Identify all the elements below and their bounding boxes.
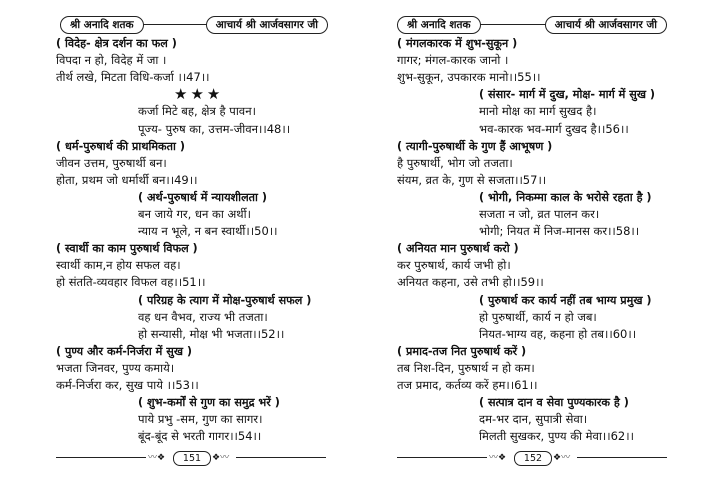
verse-line: जीवन उत्तम, पुरुषार्थी बन। [56, 155, 167, 170]
verse-line: भजता जिनवर, पुण्य कमाये। [56, 360, 175, 375]
verse-line: दम-भर दान, सुपात्री सेवा। [479, 412, 588, 427]
ornament-icon: ❖〰 [553, 453, 571, 463]
verse-line: कर पुरुषार्थ, कार्य जभी हो। [397, 258, 511, 273]
verse-line: हो सन्यासी, मोक्ष भी भजता।।52।। [138, 326, 285, 341]
section-heading: ( विदेह- क्षेत्र दर्शन का फल ) [56, 37, 177, 50]
page-number: 151 [173, 451, 211, 466]
right-page [357, 0, 713, 481]
book-title: श्री अनादि शतक [397, 16, 481, 34]
footer-rule [236, 457, 326, 458]
verse-line: शुभ-सुकून, उपकारक मानो।।55।। [397, 70, 541, 85]
verse-line: कर्जा मिटे बह, क्षेत्र है पावन। [138, 104, 256, 119]
footer-rule [397, 457, 487, 458]
right-running-header [397, 16, 667, 34]
section-heading: ( शुभ-कर्मों से गुण का समुद्र भरें ) [138, 396, 280, 410]
right-page-footer [397, 451, 667, 465]
ornament-icon: 〰❖ [489, 453, 507, 463]
left-page [0, 0, 356, 481]
verse-line: तीर्थ लखे, मिटता विधि-कर्जा ।।47।। [56, 70, 210, 85]
section-heading: ( स्वार्थी का काम पुरुषार्थ विफल ) [56, 242, 198, 256]
verse-line: भोगी; नियत में निज-मानस कर।।58।। [479, 224, 640, 239]
book-title: श्री अनादि शतक [60, 16, 144, 34]
verse-line: बूंद-बूंद से भरती गागर।।54।। [138, 429, 262, 444]
verse-line: नियत-भाग्य वह, कहना हो तब।।60।। [479, 326, 637, 341]
verse-line: होता, प्रथम जो धर्मार्थी बन।।49।। [56, 172, 198, 187]
section-heading: ( अनियत मान पुरुषार्थ करो ) [397, 242, 519, 256]
section-heading: ( संसार- मार्ग में दुख, मोक्ष- मार्ग में सुख ) [479, 88, 655, 102]
ornament-icon: 〰❖ [148, 453, 166, 463]
verse-line: पाये प्रभु -सम, गुण का सागर। [138, 412, 263, 427]
verse-line: हो संतति-व्यवहार विफल वह।।51।। [56, 275, 206, 290]
verse-line: मानो मोक्ष का मार्ग सुखद है। [479, 104, 597, 119]
star-separator: ★★★ [174, 85, 224, 104]
verse-line: बन जाये गर, धन का अर्थी। [138, 207, 251, 221]
ornament-icon: ❖〰 [212, 453, 230, 463]
section-heading: ( पुण्य और कर्म-निर्जरा में सुख ) [56, 344, 192, 358]
verse-line: न्याय न भूले, न बन स्वार्थी।।50।। [138, 224, 278, 239]
verse-line: स्वार्थी काम,न होय सफल वह। [56, 258, 181, 273]
verse-line: विपदा न हो, विदेह में जा । [56, 53, 167, 68]
section-heading: ( मंगलकारक में शुभ-सुकून ) [397, 37, 518, 50]
author-name: आचार्य श्री आर्जवसागर जी [545, 16, 667, 34]
author-name: आचार्य श्री आर्जवसागर जी [206, 16, 328, 34]
section-heading: ( भोगी, निकम्मा काल के भरोसे रहता है ) [479, 190, 652, 204]
verse-line: भव-कारक भव-मार्ग दुखद है।।56।। [479, 121, 629, 136]
footer-rule [577, 457, 667, 458]
left-running-header [60, 16, 328, 34]
verse-line: अनियत कहना, उसे तभी हो।।59।। [397, 275, 544, 290]
verse-line: संयम, व्रत के, गुण से सजता।।57।। [397, 172, 547, 187]
section-heading: ( परिग्रह के त्याग में मोक्ष-पुरुषार्थ सफल ) [138, 293, 312, 307]
section-heading: ( पुरुषार्थ कर कार्य नहीं तब भाग्य प्रमुख ) [479, 293, 652, 307]
verse-line: सजता न जो, व्रत पालन कर। [479, 207, 600, 221]
verse-line: हो पुरुषार्थी, कार्य न हो जब। [479, 309, 597, 324]
verse-line: पूज्य- पुरुष का, उत्तम-जीवन।।48।। [138, 121, 291, 136]
footer-rule [56, 457, 146, 458]
verse-line: तज प्रमाद, कर्तव्य करें हम।।61।। [397, 378, 538, 392]
section-heading: ( सत्पात्र दान व सेवा पुण्यकारक है ) [479, 396, 629, 410]
verse-line: मिलती सुखकर, पुण्य की मेवा।।62।। [479, 429, 634, 444]
section-heading: ( धर्म-पुरुषार्थ की प्राथमिकता ) [56, 139, 185, 153]
section-heading: ( प्रमाद-तज नित पुरुषार्थ करें ) [397, 344, 527, 358]
left-page-footer [56, 451, 326, 465]
section-heading: ( त्यागी-पुरुषार्थी के गुण हैं आभूषण ) [397, 139, 553, 153]
verse-line: गागर; मंगल-कारक जानो । [397, 53, 509, 68]
verse-line: वह धन वैभव, राज्य भी तजता। [138, 309, 268, 324]
section-heading: ( अर्थ-पुरुषार्थ में न्यायशीलता ) [138, 190, 267, 204]
page-number: 152 [514, 451, 552, 466]
verse-line: कर्म-निर्जरा कर, सुख पाये ।।53।। [56, 378, 199, 392]
verse-line: तब निश-दिन, पुरुषार्थ न हो कम। [397, 360, 535, 375]
verse-line: है पुरुषार्थी, भोग जो तजता। [397, 155, 513, 170]
